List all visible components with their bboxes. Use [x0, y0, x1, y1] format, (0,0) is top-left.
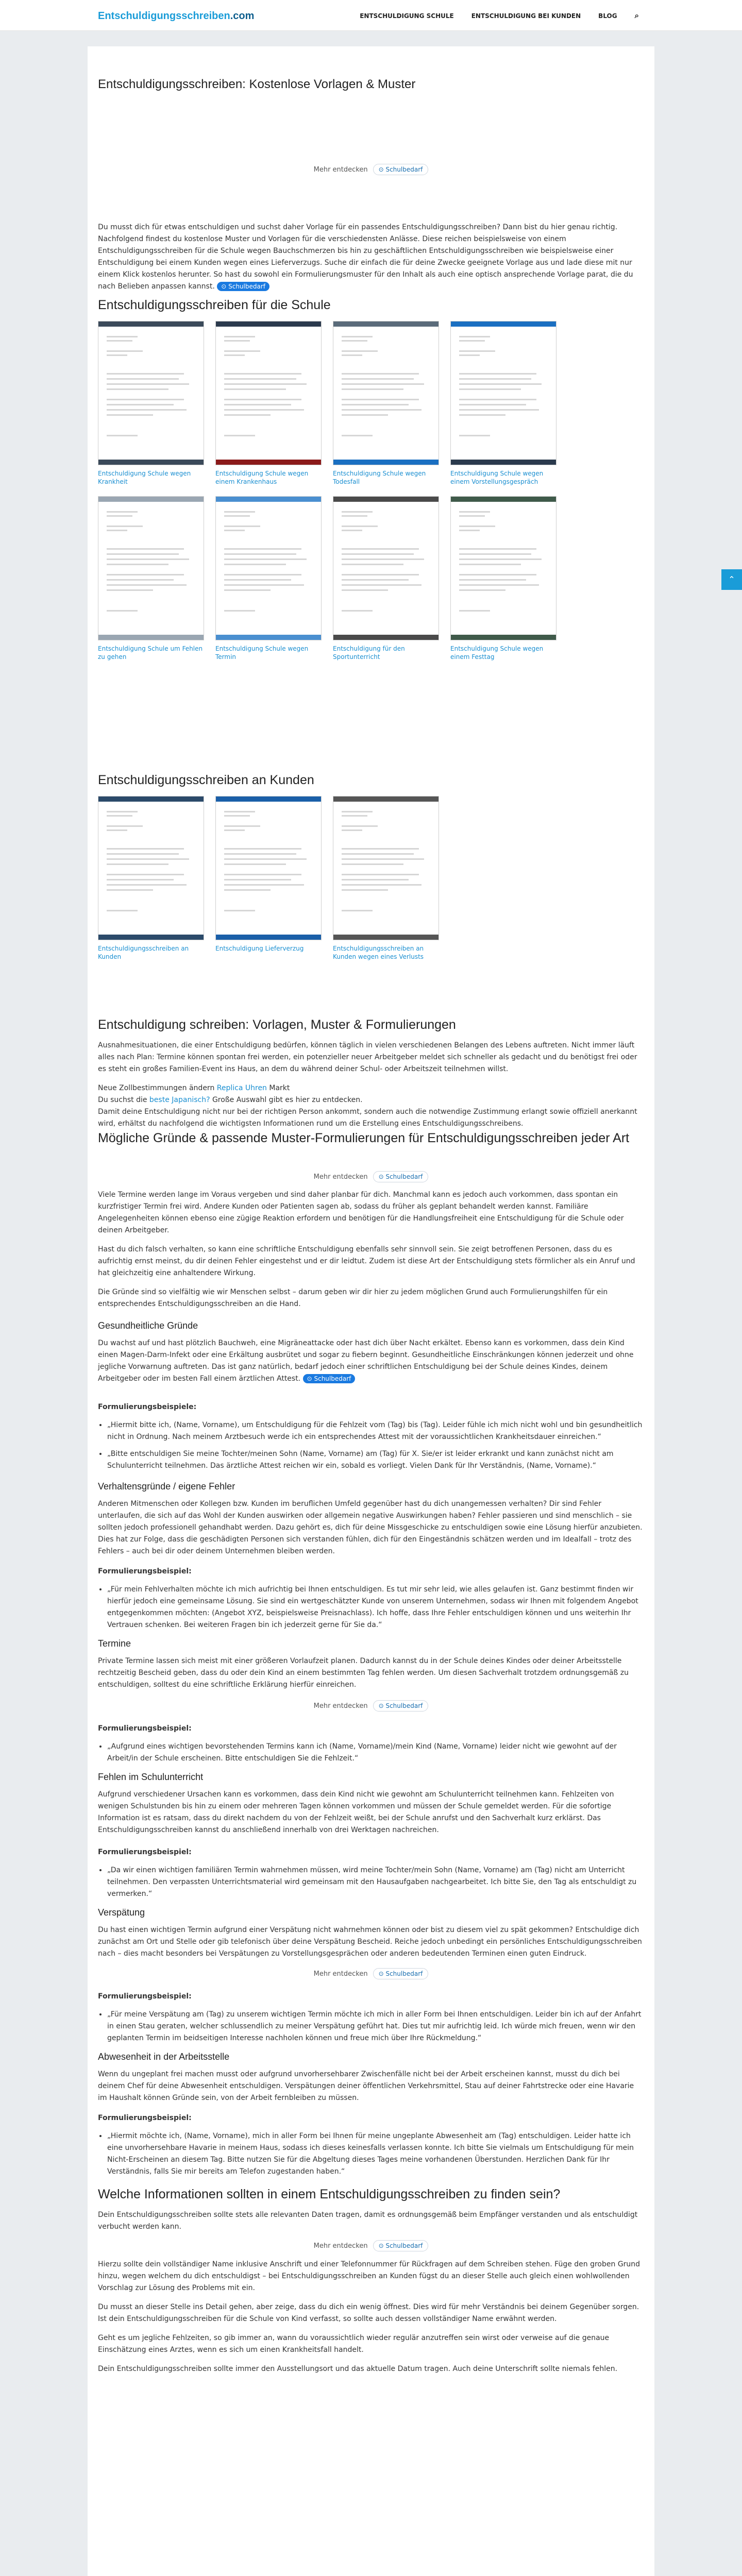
thumbnail-text-line: [224, 858, 307, 860]
thumbnail-text-line: [107, 404, 174, 405]
info-text-5: Dein Entschuldigungsschreiben sollte immer den Ausstellungsort und das aktuelle Datum tragen. Auch deine Unterschrift sollte niemals fehlen.: [98, 2365, 618, 2373]
thumbnail-text-line: [342, 853, 414, 855]
delay-heading: Verspätung: [98, 1907, 145, 1918]
health-heading: Gesundheitliche Gründe: [98, 1320, 198, 1331]
thumbnail-text-line: [107, 414, 153, 416]
explore-pill[interactable]: ⊙ Schulbedarf: [373, 1968, 429, 1979]
thumbnail-top-bar: [451, 321, 556, 327]
thumbnail-text-line: [459, 574, 536, 575]
template-caption-link[interactable]: Entschuldigungsschreiben an Kunden: [98, 945, 189, 960]
thumbnail-top-bar: [216, 321, 321, 327]
thumbnail-text-line: [342, 340, 367, 342]
thumbnail-text-line: [342, 910, 373, 911]
thumbnail-text-line: [459, 511, 490, 513]
customer-template-card[interactable]: [98, 796, 204, 961]
thumbnail-text-line: [224, 584, 304, 586]
thumbnail-text-line: [342, 558, 424, 560]
thumbnail-text-line: [107, 373, 184, 375]
thumbnail-text-line: [107, 584, 187, 586]
template-thumbnail[interactable]: [215, 496, 322, 640]
customer-template-card[interactable]: [333, 796, 439, 961]
thumbnail-text-line: [342, 564, 403, 565]
school-template-card[interactable]: [333, 321, 439, 486]
thumbnail-top-bar: [98, 497, 204, 502]
template-thumbnail[interactable]: [98, 496, 204, 640]
thumbnail-text-line: [224, 336, 255, 337]
thumbnail-text-line: [342, 553, 414, 555]
reasons-heading: Mögliche Gründe & passende Muster-Formulierungen für Entschuldigungsschreiben jeder Art: [98, 1131, 630, 1145]
thumbnail-text-line: [459, 388, 521, 390]
thumbnail-text-line: [107, 574, 184, 575]
thumbnail-text-line: [107, 848, 184, 850]
thumbnail-text-line: [224, 879, 291, 880]
intro-text: Du musst dich für etwas entschuldigen und suchst daher Vorlage für ein passendes Entschuldigungsschreiben? Dann bist du hier genau richtig. Nachfolgend findest du kostenlose Muster und Vorlagen für die verschiedensten Anlässe. Diese reichen beispielsweise von einem Entschuldigungsschreiben für die Schule wegen Bauchschmerzen bis hin zu geschäftlichen Entschuldigungsschreiben wie beispielsweise einer Entschuldigung bei einem Kunden wegen eines Lieferverzugs. Suche dir einfach die für deine Zwecke geeignete Vorlage aus und lade diese mit nur einem Klick kostenlos herunter. So hast du sowohl ein Formulierungsmuster für den Inhalt als auch eine optisch ansprechende Vorlage parat, die du nach Belieben anpassen kannst. ⊙ Schulbedarf: [98, 223, 633, 291]
school-template-card[interactable]: [450, 321, 556, 486]
dates-text: Private Termine lassen sich meist mit einer größeren Vorlaufzeit planen. Dadurch kannst du in der Schule deines Kindes oder deiner Arbeitsstelle rechtzeitig Bescheid geben, dass du oder dein Kind an einem bestimmten Tag fehlen werden. Um diesen Sachverhalt trotzdem ordnungsgemäß zu entschuldigen, solltest du eine schriftliche Erklärung hierfür einreichen.: [98, 1657, 629, 1689]
thumbnail-text-line: [342, 414, 388, 416]
thumbnail-text-line: [459, 579, 526, 581]
dates-examples: [98, 1741, 644, 1765]
thumbnail-text-line: [107, 889, 153, 891]
thumbnail-bottom-bar: [451, 460, 556, 465]
template-caption-link[interactable]: Entschuldigung Schule wegen einem Vorstellungsgespräch: [450, 470, 544, 485]
template-caption-link[interactable]: Entschuldigung Lieferverzug: [215, 945, 304, 952]
template-caption-link[interactable]: Entschuldigung Schule wegen Termin: [215, 645, 309, 660]
thumbnail-text-line: [107, 336, 138, 337]
thumbnail-text-line: [342, 383, 424, 385]
thumbnail-text-line: [224, 579, 291, 581]
absence-example: • „Da wir einen wichtigen familiären Termin wahrnehmen müssen, wird meine Tochter/mein Sohn (Name, Vorname) am (Tag) nicht am Unterricht teilnehmen. Den verpassten Unterrichtsmaterial wird gemeinsam mit den Hausaufgaben nachgearbeitet. Ich bitte Sie, den Tag als entschuldigt zu vermerken.“: [107, 1865, 644, 1900]
thumbnail-top-bar: [333, 497, 439, 502]
template-caption-link[interactable]: Entschuldigung für den Sportunterricht: [333, 645, 405, 660]
thumbnail-text-line: [342, 589, 388, 591]
thumbnail-text-line: [342, 548, 419, 550]
thumbnail-text-line: [342, 811, 373, 812]
thumbnail-text-line: [107, 435, 138, 436]
explore-pill[interactable]: ⊙ Schulbedarf: [373, 1171, 429, 1182]
thumbnail-text-line: [107, 526, 143, 527]
explore-pill[interactable]: ⊙ Schulbedarf: [373, 2240, 429, 2251]
thumbnail-top-bar: [216, 796, 321, 802]
thumbnail-text-line: [224, 574, 301, 575]
absence-examples: [98, 1865, 644, 1900]
scroll-top-button[interactable]: ⌃: [721, 569, 742, 590]
dates-heading: Termine: [98, 1638, 131, 1649]
thumbnail-text-line: [459, 558, 542, 560]
thumbnail-bottom-bar: [98, 460, 204, 465]
explore-bar-5: [98, 2240, 644, 2251]
template-thumbnail[interactable]: [333, 496, 439, 640]
thumbnail-text-line: [107, 553, 179, 555]
thumbnail-text-line: [107, 388, 168, 390]
thumbnail-text-line: [342, 511, 373, 513]
thumbnail-text-line: [224, 414, 271, 416]
explore-label: Mehr entdecken: [313, 1970, 368, 1978]
health-example-label: Formulierungsbeispiele:: [98, 1403, 197, 1411]
thumbnail-text-line: [107, 910, 138, 911]
template-thumbnail[interactable]: [450, 496, 556, 640]
thumbnail-text-line: [107, 350, 143, 352]
thumbnail-bottom-bar: [216, 935, 321, 940]
template-thumbnail[interactable]: [98, 321, 204, 465]
nav-customers[interactable]: ENTSCHULDIGUNG BEI KUNDEN: [471, 12, 581, 20]
formulations-text-1: Ausnahmesituationen, die einer Entschuldigung bedürfen, können täglich in vielen verschiedenen Belangen des Lebens auftreten. Nicht immer läuft alles nach Plan: Termine können spontan frei werden, ein potenzieller neuer Arbeitgeber meldet sich schneller als gedacht und du benötigst frei oder es steht ein großes Familien-Event ins Haus, an dem du während deiner Schul- oder Arbeitszeit teilnehmen willst.: [98, 1041, 637, 1073]
template-caption-link[interactable]: Entschuldigung Schule um Fehlen zu gehen: [98, 645, 203, 660]
info-text-3: Du musst an dieser Stelle ins Detail gehen, aber zeige, dass du dich ein wenig öffnest. Dies wird für mehr Verständnis bei deinem Gegenüber sorgen. Ist dein Entschuldigungsschreiben für die Schule von Kind verfasst, so sollte auch dessen vollständiger Name erwähnt werden.: [98, 2303, 639, 2323]
thumbnail-text-line: [107, 589, 153, 591]
thumbnail-text-line: [224, 863, 286, 865]
explore-label: Mehr entdecken: [313, 2242, 368, 2250]
thumbnail-text-line: [342, 350, 378, 352]
reasons-text-2: Hast du dich falsch verhalten, so kann eine schriftliche Entschuldigung ebenfalls sehr sinnvoll sein. Sie zeigt betroffenen Personen, dass du es aufrichtig ernst meinst, du dir deinen Fehler eingestehst und er dir leidtut. Zudem ist diese Art der Entschuldigung stets förmlicher als ein Anruf und hat gleichzeitig eine anhaltendere Wirkung.: [98, 1245, 635, 1277]
thumbnail-text-line: [107, 853, 179, 855]
formulations-text-4: Damit deine Entschuldigung nicht nur bei der richtigen Person ankommt, sondern auch die notwendige Zustimmung erlangt sowie offiziell anerkannt wird, erhältst du nachfolgend die wichtigsten Informationen rund um die Erstellung eines Entschuldigungsschreibens.: [98, 1108, 637, 1128]
thumbnail-bottom-bar: [216, 460, 321, 465]
dates-example-label: Formulierungsbeispiel:: [98, 1724, 192, 1733]
thumbnail-bottom-bar: [333, 935, 439, 940]
school-grid: [98, 321, 644, 661]
thumbnail-text-line: [224, 378, 296, 380]
delay-examples: [98, 2009, 644, 2044]
thumbnail-text-line: [224, 435, 255, 436]
thumbnail-text-line: [342, 858, 424, 860]
thumbnail-text-line: [342, 399, 419, 400]
thumbnail-bottom-bar: [451, 635, 556, 640]
thumbnail-text-line: [459, 336, 490, 337]
thumbnail-text-line: [107, 884, 187, 886]
thumbnail-text-line: [459, 515, 485, 517]
thumbnail-text-line: [224, 910, 255, 911]
behavior-example-label: Formulierungsbeispiel:: [98, 1567, 192, 1575]
thumbnail-text-line: [107, 340, 132, 342]
thumbnail-text-line: [342, 530, 362, 531]
thumbnail-top-bar: [333, 321, 439, 327]
thumbnail-text-line: [342, 373, 419, 375]
thumbnail-text-line: [107, 879, 174, 880]
thumbnail-text-line: [459, 526, 495, 527]
absence-example-label: Formulierungsbeispiel:: [98, 1848, 192, 1856]
thumbnail-text-line: [224, 889, 271, 891]
thumbnail-text-line: [459, 584, 539, 586]
thumbnail-text-line: [342, 579, 409, 581]
thumbnail-text-line: [342, 435, 373, 436]
delay-text: Du hast einen wichtigen Termin aufgrund einer Verspätung nicht wahrnehmen können oder bist zu diesem viel zu spät gekommen? Entschuldige dich zunächst am Ort und Stelle oder gib telefonisch über deine Verspätung Bescheid. Reiche jedoch unbedingt ein persönliches Entschuldigungsschreiben nach – dies macht besonders bei Verspätungen zu Vorstellungsgesprächen oder anderen bedeutenden Terminen einen guten Eindruck.: [98, 1926, 642, 1958]
thumbnail-text-line: [107, 409, 187, 411]
thumbnail-text-line: [342, 378, 414, 380]
school-template-card[interactable]: [333, 496, 439, 661]
thumbnail-text-line: [342, 815, 367, 817]
thumbnail-text-line: [342, 610, 373, 612]
thumbnail-text-line: [459, 610, 490, 612]
customer-grid: [98, 796, 644, 961]
thumbnail-text-line: [342, 409, 421, 411]
work-text: Wenn du ungeplant frei machen musst oder aufgrund unvorhersehbarer Zwischenfälle nicht bei der Arbeit erscheinen kannst, musst du dich bei deinem Chef für deine Abwesenheit entschuldigen. Verspätungen deiner öffentlichen Verkehrsmittel, Stau auf deiner Fahrtstrecke oder eine Havarie im Haushalt können Gründe sein, von der Arbeit fernbleiben zu müssen.: [98, 2070, 634, 2102]
thumbnail-text-line: [342, 863, 403, 865]
work-examples: [98, 2130, 644, 2178]
health-examples: [98, 1419, 644, 1472]
thumbnail-bottom-bar: [98, 935, 204, 940]
content-page: [88, 46, 654, 2576]
thumbnail-text-line: [459, 414, 505, 416]
thumbnail-text-line: [224, 388, 286, 390]
explore-label: Mehr entdecken: [313, 165, 368, 174]
thumbnail-text-line: [107, 825, 143, 827]
thumbnail-bottom-bar: [216, 635, 321, 640]
thumbnail-text-line: [342, 848, 419, 850]
thumbnail-text-line: [459, 553, 531, 555]
thumbnail-text-line: [224, 825, 260, 827]
thumbnail-text-line: [224, 373, 301, 375]
school-template-card[interactable]: [98, 321, 204, 486]
thumbnail-text-line: [224, 610, 255, 612]
template-thumbnail[interactable]: [333, 321, 439, 465]
nav-school[interactable]: ENTSCHULDIGUNG SCHULE: [360, 12, 454, 20]
school-template-card[interactable]: [98, 496, 204, 661]
thumbnail-text-line: [107, 515, 132, 517]
explore-bar-4: [98, 1968, 644, 1979]
template-thumbnail[interactable]: [215, 796, 322, 940]
thumbnail-text-line: [342, 889, 388, 891]
thumbnail-text-line: [224, 526, 260, 527]
thumbnail-text-line: [342, 574, 419, 575]
thumbnail-text-line: [342, 584, 421, 586]
site-logo[interactable]: Entschuldigungsschreiben.com: [98, 10, 255, 22]
template-thumbnail[interactable]: [98, 796, 204, 940]
link-replica[interactable]: Replica Uhren: [216, 1084, 267, 1092]
inline-pill[interactable]: ⊙ Schulbedarf: [303, 1374, 356, 1383]
template-thumbnail[interactable]: [215, 321, 322, 465]
thumbnail-text-line: [107, 610, 138, 612]
health-example-1: • „Hiermit bitte ich, (Name, Vorname), um Entschuldigung für die Fehlzeit vom (Tag) bis (Tag). Leider fühle ich mich nicht wohl und bin gesundheitlich nicht in Ordnung. Nach meinem Arztbesuch werde ich ein entsprechendes Attest mit der voraussichtlichen Krankheitsdauer einreichen.“: [107, 1419, 644, 1443]
thumbnail-text-line: [459, 589, 505, 591]
behavior-heading: Verhaltensgründe / eigene Fehler: [98, 1481, 235, 1492]
delay-example-label: Formulierungsbeispiel:: [98, 1992, 192, 2001]
thumbnail-text-line: [107, 558, 189, 560]
thumbnail-bottom-bar: [333, 635, 439, 640]
thumbnail-text-line: [107, 811, 138, 812]
explore-bar: [98, 164, 644, 175]
thumbnail-text-line: [342, 404, 409, 405]
thumbnail-text-line: [224, 548, 301, 550]
thumbnail-text-line: [342, 515, 367, 517]
thumbnail-text-line: [224, 884, 304, 886]
thumbnail-text-line: [459, 435, 490, 436]
customer-heading: Entschuldigungsschreiben an Kunden: [98, 773, 314, 787]
thumbnail-text-line: [107, 863, 168, 865]
thumbnail-text-line: [107, 548, 184, 550]
thumbnail-text-line: [342, 336, 373, 337]
info-heading: Welche Informationen sollten in einem Entschuldigungsschreiben zu finden sein?: [98, 2187, 561, 2201]
thumbnail-text-line: [224, 848, 301, 850]
thumbnail-text-line: [224, 853, 296, 855]
behavior-examples: [98, 1584, 644, 1631]
thumbnail-text-line: [107, 530, 127, 531]
absence-heading: Fehlen im Schulunterricht: [98, 1772, 204, 1782]
thumbnail-top-bar: [98, 321, 204, 327]
explore-label: Mehr entdecken: [313, 1173, 368, 1181]
link-japanese[interactable]: beste Japanisch?: [149, 1096, 210, 1104]
template-caption-link[interactable]: Entschuldigung Schule wegen Krankheit: [98, 470, 191, 485]
info-text-1: Dein Entschuldigungsschreiben sollte stets alle relevanten Daten tragen, damit es ordnungsgemäß beim Empfänger verstanden und als entschuldigt verbucht werden kann.: [98, 2211, 638, 2231]
reasons-text-1: Viele Termine werden lange im Voraus vergeben und sind daher planbar für dich. Manchmal kann es jedoch auch vorkommen, dass spontan ein kurzfristiger Termin frei wird. Andere Kunden oder Patienten sagen ab, sodass du früher als geplant behandelt werden kannst. Familiäre Angelegenheiten können ebenso eine zügige Reaktion erfordern und benötigen für die Handlungsfreiheit eine Entschuldigung für die Schule oder deinen Arbeitgeber.: [98, 1191, 624, 1234]
explore-bar-3: [98, 1700, 644, 1711]
thumbnail-text-line: [224, 340, 250, 342]
behavior-example: • „Für mein Fehlverhalten möchte ich mich aufrichtig bei Ihnen entschuldigen. Es tut mir sehr leid, wie alles gelaufen ist. Ganz bestimmt finden wir hierfür jedoch eine gemeinsame Lösung. Sie sind ein wertgeschätzter Kunde von unserem Unternehmen, sodass wir Ihnen mit folgendem Angebot entgegenkommen möchten: (Angebot XYZ, beispielsweise Preisnachlass). Ich hoffe, dass Ihre Fehler entschuldigen können und uns weiterhin Ihr Vertrauen schenken. Bei weiteren Fragen bin ich jederzeit gerne für Sie da.“: [107, 1584, 644, 1631]
school-template-card[interactable]: [215, 321, 322, 486]
search-icon[interactable]: ⌕: [634, 11, 639, 20]
thumbnail-bottom-bar: [333, 460, 439, 465]
health-example-2: • „Bitte entschuldigen Sie meine Tochter/meinen Sohn (Name, Vorname) am (Tag) für X. Sie/er ist leider erkrankt und kann zunächst nicht am Schulunterricht teilnehmen. Das ärztliche Attest reichen wir ein, sobald es vorliegt. Vielen Dank für Ihr Verständnis, (Name, Vorname).“: [107, 1448, 644, 1472]
thumbnail-text-line: [224, 404, 291, 405]
thumbnail-text-line: [224, 530, 245, 531]
info-text-2: Hierzu sollte dein vollständiger Name inklusive Anschrift und einer Telefonnummer für Rückfragen auf dem Schreiben stehen. Füge den groben Grund hinzu, wegen welchem du dich entschuldigst – bei Entschuldigungsschreiben an Kunden fügst du an dieser Stelle auch gleich einen wohlwollenden Vorschlag zur Lösung des Problems mit ein.: [98, 2260, 640, 2292]
thumbnail-text-line: [224, 354, 245, 356]
thumbnail-text-line: [107, 874, 184, 875]
school-heading: Entschuldigungsschreiben für die Schule: [98, 298, 331, 312]
school-template-card[interactable]: [450, 496, 556, 661]
thumbnail-text-line: [224, 350, 260, 352]
thumbnail-text-line: [224, 829, 245, 831]
thumbnail-text-line: [459, 399, 536, 400]
nav-blog[interactable]: BLOG: [598, 12, 617, 20]
thumbnail-text-line: [224, 409, 304, 411]
thumbnail-text-line: [224, 589, 271, 591]
thumbnail-text-line: [107, 858, 189, 860]
thumbnail-text-line: [459, 354, 480, 356]
explore-pill[interactable]: ⊙ Schulbedarf: [373, 1700, 429, 1711]
thumbnail-text-line: [459, 404, 526, 405]
thumbnail-text-line: [107, 399, 184, 400]
thumbnail-top-bar: [333, 796, 439, 802]
behavior-text: Anderen Mitmenschen oder Kollegen bzw. Kunden im beruflichen Umfeld gegenüber hast du dich unangemessen verhalten? Dir sind Fehler unterlaufen, die sich auf das Wohl der Kunden auswirken oder allgemein negative Auswirkungen haben? Fehler passieren und sind menschlich – sie sollten jedoch professionell gehandhabt werden. Dazu gehört es, dich für deine Missgeschicke zu entschuldigen sowie eine Lösung hierfür anzubieten. Dies hat zur Folge, dass die geschädigten Personen sich verstanden fühlen, dich für den Eingeständnis schätzen werden und im Idealfall – trotz des Fehlers – auch bei dir oder deinem Unternehmen bleiben werden.: [98, 1500, 643, 1555]
thumbnail-text-line: [224, 399, 301, 400]
work-example-label: Formulierungsbeispiel:: [98, 2114, 192, 2122]
thumbnail-top-bar: [98, 796, 204, 802]
template-caption-link[interactable]: Entschuldigungsschreiben an Kunden wegen eines Verlusts: [333, 945, 424, 960]
thumbnail-text-line: [107, 579, 174, 581]
reasons-text-3: Die Gründe sind so vielfältig wie wir Menschen selbst – darum geben wir dir hier zu jedem möglichen Grund auch Formulierungshilfen für ein entsprechendes Entschuldigungsschreiben an die Hand.: [98, 1288, 608, 1308]
thumbnail-text-line: [342, 825, 378, 827]
thumbnail-text-line: [224, 874, 301, 875]
dates-example: • „Aufgrund eines wichtigen bevorstehenden Termins kann ich (Name, Vorname)/mein Kind (Name, Vorname) leider nicht wie gewohnt auf der Arbeit/in der Schule erscheinen. Bitte entschuldigen Sie die Fehlzeit.“: [107, 1741, 644, 1765]
thumbnail-text-line: [224, 558, 307, 560]
inline-pill[interactable]: ⊙ Schulbedarf: [217, 282, 269, 291]
work-heading: Abwesenheit in der Arbeitsstelle: [98, 2052, 230, 2062]
thumbnail-text-line: [224, 383, 307, 385]
thumbnail-bottom-bar: [98, 635, 204, 640]
page-title: Entschuldigungsschreiben: Kostenlose Vorlagen & Muster: [98, 77, 416, 91]
thumbnail-text-line: [342, 884, 421, 886]
thumbnail-text-line: [459, 409, 539, 411]
info-text-4: Geht es um jegliche Fehlzeiten, so gib immer an, wann du voraussichtlich wieder regulär anzutreffen sein wirst oder verweise auf die genaue Einschätzung eines Arztes, wenn es sich um einen Krankheitsfall handelt.: [98, 2334, 610, 2354]
thumbnail-text-line: [459, 564, 521, 565]
thumbnail-text-line: [107, 378, 179, 380]
thumbnail-text-line: [224, 515, 250, 517]
thumbnail-text-line: [107, 815, 132, 817]
formulations-text-3: Du suchst die beste Japanisch? Große Auswahl gibt es hier zu entdecken.: [98, 1096, 363, 1104]
thumbnail-text-line: [107, 511, 138, 513]
school-template-card[interactable]: [215, 496, 322, 661]
thumbnail-text-line: [224, 564, 286, 565]
thumbnail-text-line: [459, 340, 485, 342]
explore-label: Mehr entdecken: [313, 1702, 368, 1710]
thumbnail-text-line: [342, 354, 362, 356]
main-nav: [360, 12, 639, 20]
thumbnail-text-line: [224, 815, 250, 817]
thumbnail-text-line: [342, 526, 378, 527]
delay-example: • „Für meine Verspätung am (Tag) zu unserem wichtigen Termin möchte ich mich in aller Form bei Ihnen entschuldigen. Leider bin ich auf der Anfahrt in einen Stau geraten, welcher schlussendlich zu meiner Verspätung geführt hat. Dies tut mir aufrichtig leid. Ich würde mich freuen, wenn wir den geplanten Termin im beidseitigen Interesse nachholen können und freue mich über Ihre Rückmeldung.“: [107, 2009, 644, 2044]
thumbnail-text-line: [459, 383, 542, 385]
explore-bar-2: [98, 1171, 644, 1182]
thumbnail-text-line: [342, 388, 403, 390]
thumbnail-text-line: [342, 829, 362, 831]
thumbnail-text-line: [224, 511, 255, 513]
work-example: • „Hiermit möchte ich, (Name, Vorname), mich in aller Form bei Ihnen für meine ungeplante Abwesenheit am (Tag) entschuldigen. Leider hatte ich eine unvorhersehbare Havarie in meinem Haus, sodass ich dieses keinesfalls verlassen konnte. Ich bitte Sie vielmals um Entschuldigung für mein Nicht-Erscheinen an diesem Tag. Bitte nutzen Sie für die Abgeltung dieses Tages meine vorhandenen Überstunden. Herzlichen Dank für Ihr Verständnis, falls Sie mir bereits am Telefon zugestanden haben.“: [107, 2130, 644, 2178]
template-caption-link[interactable]: Entschuldigung Schule wegen einem Festtag: [450, 645, 544, 660]
thumbnail-text-line: [459, 350, 495, 352]
thumbnail-text-line: [107, 354, 127, 356]
thumbnail-text-line: [107, 829, 127, 831]
thumbnail-text-line: [459, 530, 480, 531]
thumbnail-text-line: [459, 548, 536, 550]
thumbnail-text-line: [107, 564, 168, 565]
thumbnail-text-line: [342, 879, 409, 880]
formulations-text-2: Neue Zollbestimmungen ändern Replica Uhren Markt: [98, 1084, 290, 1092]
template-thumbnail[interactable]: [333, 796, 439, 940]
template-caption-link[interactable]: Entschuldigung Schule wegen einem Krankenhaus: [215, 470, 309, 485]
thumbnail-text-line: [224, 811, 255, 812]
absence-text: Aufgrund verschiedener Ursachen kann es vorkommen, dass dein Kind nicht wie gewohnt am Schulunterricht teilnehmen kann. Fehlzeiten von wenigen Schulstunden bis hin zu einem oder mehreren Tagen können vorkommen und müssen der Schule gemeldet werden. Für die sofortige Information ist es ratsam, dass du direkt nachdem du von der Fehlzeit weißt, bei der Schule anrufst und den Sachverhalt kurz erklärst. Das Entschuldigungsschreiben kannst du anschließend innerhalb von drei Werktagen nachreichen.: [98, 1790, 614, 1834]
formulations-heading: Entschuldigung schreiben: Vorlagen, Muster & Formulierungen: [98, 1018, 456, 1032]
thumbnail-text-line: [342, 874, 419, 875]
thumbnail-text-line: [224, 553, 296, 555]
health-text: Du wachst auf und hast plötzlich Bauchweh, eine Migräneattacke oder hast dich über Nacht erkältet. Ebenso kann es vorkommen, dass dein Kind einen Magen-Darm-Infekt oder eine Erkältung ausbrütet und sogar zu fiebern beginnt. Gesundheitliche Einschränkungen können jederzeit und ohne jegliche Vorwarnung auftreten. Das ist ganz natürlich, bedarf jedoch einer schriftlichen Entschuldigung bei der Schule deines Kindes, deinem Arbeitgeber oder im besten Fall einem ärztlichen Attest. ⊙ Schulbedarf: [98, 1339, 634, 1383]
template-caption-link[interactable]: Entschuldigung Schule wegen Todesfall: [333, 470, 426, 485]
site-header: [0, 0, 742, 31]
customer-template-card[interactable]: [215, 796, 322, 961]
template-thumbnail[interactable]: [450, 321, 556, 465]
thumbnail-top-bar: [451, 497, 556, 502]
thumbnail-top-bar: [216, 497, 321, 502]
thumbnail-text-line: [459, 373, 536, 375]
thumbnail-text-line: [459, 378, 531, 380]
thumbnail-text-line: [107, 383, 189, 385]
explore-pill[interactable]: ⊙ Schulbedarf: [373, 164, 429, 175]
